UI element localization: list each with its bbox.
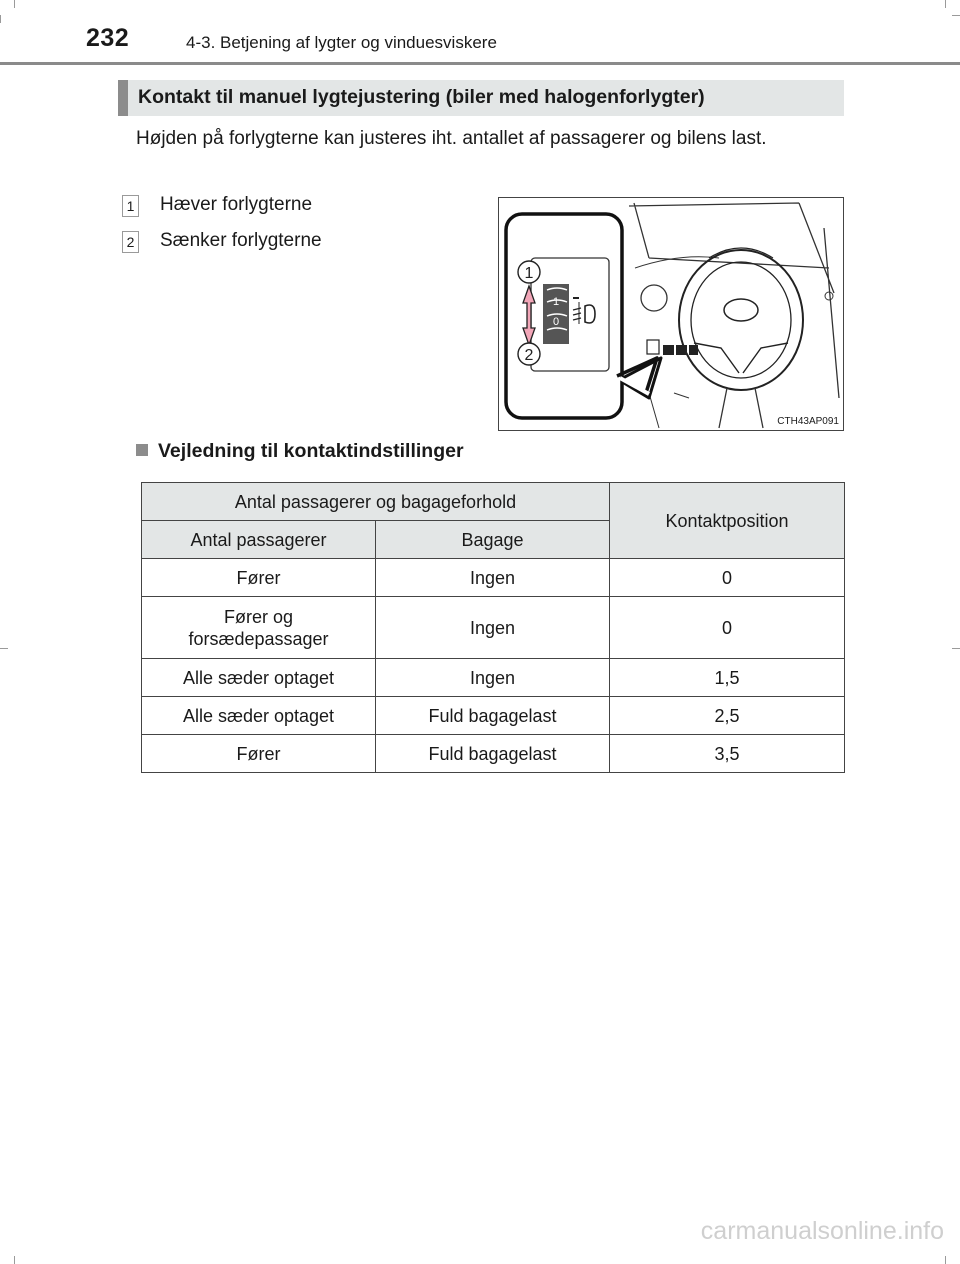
crop-mark: [0, 648, 8, 649]
crop-mark: [0, 15, 1, 23]
page-number: 232: [86, 24, 130, 52]
table-luggage-header: Bagage: [376, 521, 610, 559]
chapter-title: 4-3. Betjening af lygter og vinduesviskere: [186, 33, 497, 52]
section-title: Kontakt til manuel lygtejustering (biler med halogenforlygter): [118, 80, 844, 116]
callout-1-label: 1: [524, 265, 534, 282]
cell-luggage: Ingen: [376, 559, 610, 597]
watermark-link[interactable]: carmanualsonline.info: [700, 1217, 944, 1245]
crop-mark: [952, 648, 960, 649]
steering-wheel-icon: [679, 250, 803, 390]
subsection-heading: [136, 440, 464, 463]
crop-mark: [14, 0, 15, 8]
cell-position: 2,5: [610, 697, 845, 735]
step-number-badge: 2: [122, 231, 139, 253]
figure-illustration: [499, 198, 844, 431]
square-bullet-icon: [136, 444, 148, 456]
table-row: [142, 559, 845, 597]
cell-passengers: Fører: [142, 735, 376, 773]
table-row: [142, 659, 845, 697]
step-label: Sænker forlygterne: [160, 230, 322, 251]
cell-position: 3,5: [610, 735, 845, 773]
header-rule: [0, 62, 960, 65]
crop-mark: [14, 1256, 15, 1264]
cell-passengers: Alle sæder optaget: [142, 659, 376, 697]
cell-luggage: Ingen: [376, 597, 610, 659]
headlight-switch-figure: [498, 197, 844, 431]
switch-settings-table: [141, 482, 845, 773]
cell-passengers: Fører: [142, 559, 376, 597]
cell-luggage: Fuld bagagelast: [376, 697, 610, 735]
vent-icon: [641, 285, 667, 311]
cell-position: 0: [610, 597, 845, 659]
table-row: [142, 735, 845, 773]
cell-passengers: [142, 597, 376, 659]
table-passengers-header: Antal passagerer: [142, 521, 376, 559]
step-number-badge: 1: [122, 195, 139, 217]
dial-mark-0: 0: [552, 316, 560, 328]
table-position-header: Kontaktposition: [610, 483, 845, 559]
subsection-title: Vejledning til kontaktindstillinger: [158, 440, 464, 462]
cell-passengers: Alle sæder optaget: [142, 697, 376, 735]
dial-mark-1: 1: [552, 296, 560, 308]
table-row: [142, 697, 845, 735]
cell-position: 0: [610, 559, 845, 597]
cell-luggage: Ingen: [376, 659, 610, 697]
step-label: Hæver forlygterne: [160, 194, 313, 215]
table-row: [142, 597, 845, 659]
table-group-header: Antal passagerer og bagageforhold: [142, 483, 610, 521]
crop-mark: [945, 1256, 946, 1264]
intro-paragraph: Højden på forlygterne kan justeres iht. antallet af passagerer og bilens last.: [136, 128, 767, 149]
crop-mark: [952, 15, 960, 16]
cell-luggage: Fuld bagagelast: [376, 735, 610, 773]
callout-2-label: 2: [524, 347, 534, 364]
crop-mark: [945, 0, 946, 8]
cell-position: 1,5: [610, 659, 845, 697]
figure-code: CTH43AP091: [777, 416, 839, 427]
cell-passengers-text: Fører og forsædepassager: [188, 606, 329, 649]
